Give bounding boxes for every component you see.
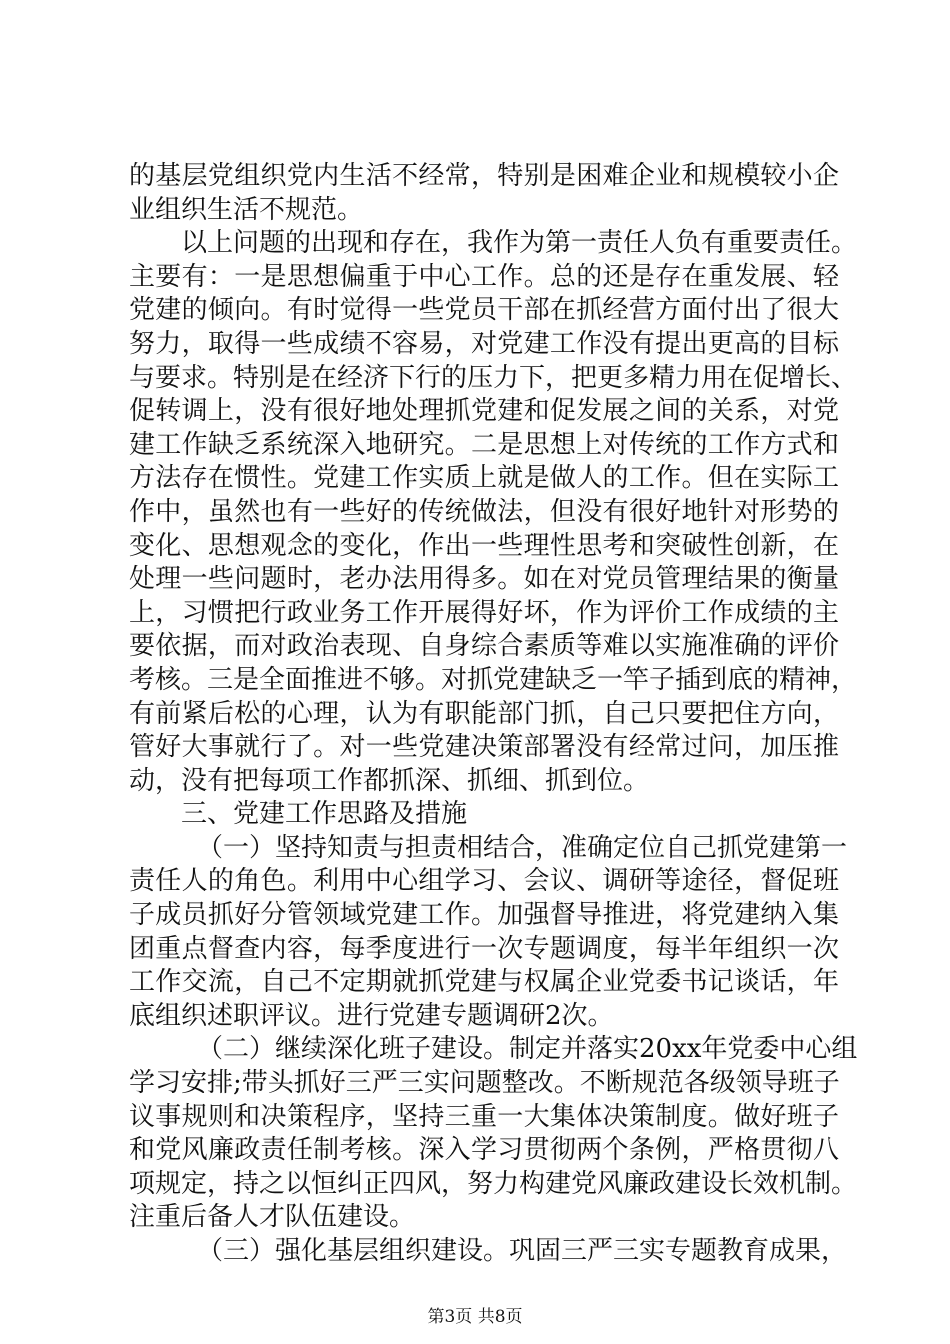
text-line: 和党风廉政责任制考核。深入学习贯彻两个条例，严格贯彻八 bbox=[129, 1135, 839, 1166]
text-line: 工作交流，自己不定期就抓党建与权属企业党委书记谈话，年 bbox=[129, 967, 839, 998]
text-line: 议事规则和决策程序，坚持三重一大集体决策制度。做好班子 bbox=[129, 1101, 839, 1132]
text-line: 以上问题的出现和存在，我作为第一责任人负有重要责任。 bbox=[181, 228, 858, 259]
text-line: 主要有：一是思想偏重于中心工作。总的还是存在重发展、轻 bbox=[129, 261, 839, 292]
text-line: 注重后备人才队伍建设。 bbox=[129, 1202, 416, 1233]
text-line: 管好大事就行了。对一些党建决策部署没有经常过问，加压推 bbox=[129, 732, 839, 763]
text-line: 考核。三是全面推进不够。对抓党建缺乏一竿子插到底的精神， bbox=[129, 664, 858, 695]
text-line: 学习安排;带头抓好三严三实问题整改。不断规范各级领导班子 bbox=[129, 1068, 840, 1099]
text-line: 变化、思想观念的变化，作出一些理性思考和突破性创新，在 bbox=[129, 530, 839, 561]
text-line: 项规定，持之以恒纠正四风，努力构建党风廉政建设长效机制。 bbox=[129, 1168, 858, 1199]
text-line: 努力，取得一些成绩不容易，对党建工作没有提出更高的目标 bbox=[129, 328, 839, 359]
text-line: 党建的倾向。有时觉得一些党员干部在抓经营方面付出了很大 bbox=[129, 295, 839, 326]
text-line: 底组织述职评议。进行党建专题调研2次。 bbox=[129, 1000, 614, 1031]
text-line: 与要求。特别是在经济下行的压力下，把更多精力用在促增长、 bbox=[129, 362, 858, 393]
section-heading: 三、党建工作思路及措施 bbox=[181, 799, 468, 830]
text-line: 团重点督查内容，每季度进行一次专题调度，每半年组织一次 bbox=[129, 933, 839, 964]
text-line: 要依据，而对政治表现、自身综合素质等难以实施准确的评价 bbox=[129, 631, 839, 662]
text-line: 子成员抓好分管领域党建工作。加强督导推进，将党建纳入集 bbox=[129, 900, 839, 931]
text-line: 业组织生活不规范。 bbox=[129, 194, 364, 225]
text-line: 方法存在惯性。党建工作实质上就是做人的工作。但在实际工 bbox=[129, 463, 839, 494]
text-line: （一）坚持知责与担责相结合，准确定位自己抓党建第一 bbox=[197, 832, 848, 863]
text-line: 的基层党组织党内生活不经常，特别是困难企业和规模较小企 bbox=[129, 161, 839, 191]
text-line: 促转调上，没有很好地处理抓党建和促发展之间的关系，对党 bbox=[129, 396, 839, 427]
text-line: 处理一些问题时，老办法用得多。如在对党员管理结果的衡量 bbox=[129, 564, 839, 595]
text-line: 建工作缺乏系统深入地研究。二是思想上对传统的工作方式和 bbox=[129, 429, 839, 460]
page-number-footer: 第3页 共8页 bbox=[427, 1307, 523, 1327]
text-line: 上，习惯把行政业务工作开展得好坏，作为评价工作成绩的主 bbox=[129, 597, 839, 628]
document-body bbox=[129, 160, 858, 1269]
text-line: 作中，虽然也有一些好的传统做法，但没有很好地针对形势的 bbox=[129, 496, 839, 527]
text-line: （三）强化基层组织建设。巩固三严三实专题教育成果， bbox=[197, 1236, 848, 1266]
text-line: （二）继续深化班子建设。制定并落实20xx年党委中心组 bbox=[197, 1034, 858, 1065]
text-line: 有前紧后松的心理，认为有职能部门抓，自己只要把住方向， bbox=[129, 698, 839, 729]
text-line: 责任人的角色。利用中心组学习、会议、调研等途径，督促班 bbox=[129, 866, 839, 897]
text-line: 动，没有把每项工作都抓深、抓细、抓到位。 bbox=[129, 765, 650, 796]
